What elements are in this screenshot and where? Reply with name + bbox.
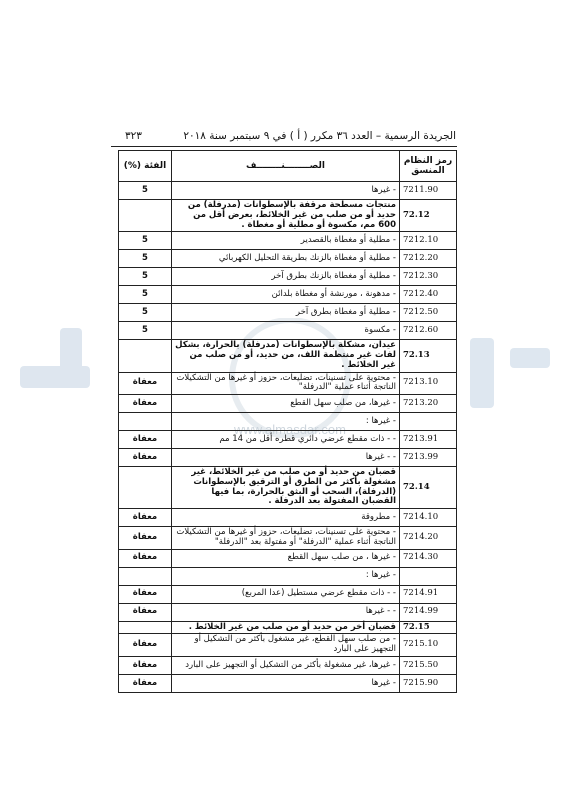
description-cell: - مطلية أو مغطاة بالقصدير xyxy=(172,232,400,250)
rate-cell: 5 xyxy=(119,322,172,340)
rate-cell: 5 xyxy=(119,286,172,304)
table-row xyxy=(119,182,457,200)
table-body xyxy=(119,182,457,693)
description-cell: - مطروقة xyxy=(172,509,400,527)
table-row xyxy=(119,286,457,304)
code-cell: 7214.10 xyxy=(400,509,457,527)
table-row xyxy=(119,304,457,322)
code-cell: 7212.20 xyxy=(400,250,457,268)
description-cell: - مكسوة xyxy=(172,322,400,340)
rate-cell: معفاة xyxy=(119,585,172,603)
description-cell: - غيرها، من صلب سهل القطع xyxy=(172,395,400,413)
table-row xyxy=(119,431,457,449)
rate-cell: معفاة xyxy=(119,527,172,550)
rate-cell: معفاة xyxy=(119,657,172,675)
code-cell: 7212.50 xyxy=(400,304,457,322)
description-cell: - غيرها ، من صلب سهل القطع xyxy=(172,549,400,567)
description-cell: - - ذات مقطع عرضي مستطيل (عدا المربع) xyxy=(172,585,400,603)
table-row xyxy=(119,322,457,340)
code-cell: 7211.90 xyxy=(400,182,457,200)
rate-cell: معفاة xyxy=(119,603,172,621)
table-header-row xyxy=(119,151,457,182)
description-cell: - - غيرها xyxy=(172,603,400,621)
code-cell: 7215.10 xyxy=(400,634,457,657)
code-cell xyxy=(400,413,457,431)
column-header-description: الصــــــــنــــــــف xyxy=(172,151,400,182)
code-cell: 72.13 xyxy=(400,340,457,372)
heading-row xyxy=(119,340,457,372)
code-cell: 7213.99 xyxy=(400,449,457,467)
rate-cell xyxy=(119,413,172,431)
table-row xyxy=(119,413,457,431)
description-cell: - من صلب سهل القطع، غير مشغول بأكثر من التشكيل أو التجهيز على البارد xyxy=(172,634,400,657)
table-row xyxy=(119,449,457,467)
description-cell: - محتوية على تسنينات، تضليعات، حزوز أو غيرها من التشكيلات الناتجة أثناء عملية "الدرفلة" xyxy=(172,372,400,395)
description-cell: - مطلية أو مغطاة بالزنك بطريقة التحليل الكهربائي xyxy=(172,250,400,268)
code-cell: 7212.10 xyxy=(400,232,457,250)
table-row xyxy=(119,395,457,413)
description-cell: - مدهونة ، مورنشة أو مغطاة بلدائن xyxy=(172,286,400,304)
page-header xyxy=(125,128,456,148)
description-cell: - غيرها : xyxy=(172,567,400,585)
code-cell: 7213.91 xyxy=(400,431,457,449)
column-header-rate: الفئة (%) xyxy=(119,151,172,182)
rate-cell: معفاة xyxy=(119,395,172,413)
header-rule xyxy=(111,146,457,147)
heading-row xyxy=(119,467,457,509)
description-cell: - - ذات مقطع عرضي دائري قطره أقل من 14 مم xyxy=(172,431,400,449)
rate-cell xyxy=(119,340,172,372)
heading-row xyxy=(119,200,457,232)
code-cell: 72.12 xyxy=(400,200,457,232)
table-row xyxy=(119,372,457,395)
description-cell: - - غيرها xyxy=(172,449,400,467)
code-cell: 72.14 xyxy=(400,467,457,509)
rate-cell xyxy=(119,200,172,232)
rate-cell xyxy=(119,567,172,585)
code-cell: 7215.90 xyxy=(400,675,457,693)
rate-cell: 5 xyxy=(119,182,172,200)
rate-cell: معفاة xyxy=(119,549,172,567)
code-cell: 7212.30 xyxy=(400,268,457,286)
table-row xyxy=(119,634,457,657)
code-cell: 7215.50 xyxy=(400,657,457,675)
rate-cell: معفاة xyxy=(119,372,172,395)
code-cell: 7213.10 xyxy=(400,372,457,395)
column-header-code: رمز النظام المنسق xyxy=(400,151,457,182)
code-cell xyxy=(400,567,457,585)
rate-cell: معفاة xyxy=(119,509,172,527)
code-cell: 7212.40 xyxy=(400,286,457,304)
description-cell: - محتوية على تسنينات، تضليعات، حزوز أو غيرها من التشكيلات الناتجة أثناء عملية "الدرفلة" أو مفتولة بعد "الدرفلة" xyxy=(172,527,400,550)
table-row xyxy=(119,585,457,603)
tariff-table xyxy=(118,150,457,693)
rate-cell xyxy=(119,621,172,634)
heading-row xyxy=(119,621,457,634)
page-number: ٣٢٣ xyxy=(125,130,142,142)
description-cell: منتجات مسطحة مرقفة بالإسطوانات (مدرفلة) من حديد أو من صلب من غير الخلائط، بعرض أقل من 600 مم، مكسوة أو مطلية أو مغطاة . xyxy=(172,200,400,232)
table-row xyxy=(119,657,457,675)
table-row xyxy=(119,232,457,250)
rate-cell: 5 xyxy=(119,304,172,322)
table-row xyxy=(119,567,457,585)
table-row xyxy=(119,250,457,268)
description-cell: - غيرها xyxy=(172,182,400,200)
rate-cell: 5 xyxy=(119,232,172,250)
rate-cell: 5 xyxy=(119,268,172,286)
code-cell: 72.15 xyxy=(400,621,457,634)
description-cell: - غيرها، غير مشغولة بأكثر من التشكيل أو التجهيز على البارد xyxy=(172,657,400,675)
table-row xyxy=(119,549,457,567)
table-row xyxy=(119,268,457,286)
table-row xyxy=(119,603,457,621)
rate-cell xyxy=(119,467,172,509)
rate-cell: معفاة xyxy=(119,675,172,693)
description-cell: قضبان من حديد أو من صلب من غير الخلائط، غير مشغولة بأكثر من الطرق أو الترقيق بالإسطوانات (الدرفلة)، السحب أو البثق بالحرارة، بما فيها القضبان المفتولة بعد الدرفلة . xyxy=(172,467,400,509)
rate-cell: معفاة xyxy=(119,634,172,657)
gazette-title: الجريدة الرسمية – العدد ٣٦ مكرر ( أ ) في ٩ سبتمبر سنة ٢٠١٨ xyxy=(183,130,456,142)
code-cell: 7214.99 xyxy=(400,603,457,621)
watermark-url: www.almasdar.com xyxy=(234,422,346,437)
table-row xyxy=(119,527,457,550)
description-cell: - غيرها : xyxy=(172,413,400,431)
description-cell: - مطلية أو مغطاة بطرق آخر xyxy=(172,304,400,322)
table-row xyxy=(119,675,457,693)
code-cell: 7214.91 xyxy=(400,585,457,603)
code-cell: 7212.60 xyxy=(400,322,457,340)
description-cell: - غيرها xyxy=(172,675,400,693)
rate-cell: معفاة xyxy=(119,449,172,467)
description-cell: قضبان أخر من حديد أو من صلب من غير الخلائط . xyxy=(172,621,400,634)
code-cell: 7214.20 xyxy=(400,527,457,550)
description-cell: عيدان، مشكلة بالإسطوانات (مدرفلة) بالحرارة، بشكل لفات غير منتظمة اللف، من حديد، أو من صلب من غير الخلائط . xyxy=(172,340,400,372)
rate-cell: معفاة xyxy=(119,431,172,449)
code-cell: 7214.30 xyxy=(400,549,457,567)
rate-cell: 5 xyxy=(119,250,172,268)
table-row xyxy=(119,509,457,527)
code-cell: 7213.20 xyxy=(400,395,457,413)
description-cell: - مطلية أو مغطاة بالزنك بطرق آخر xyxy=(172,268,400,286)
